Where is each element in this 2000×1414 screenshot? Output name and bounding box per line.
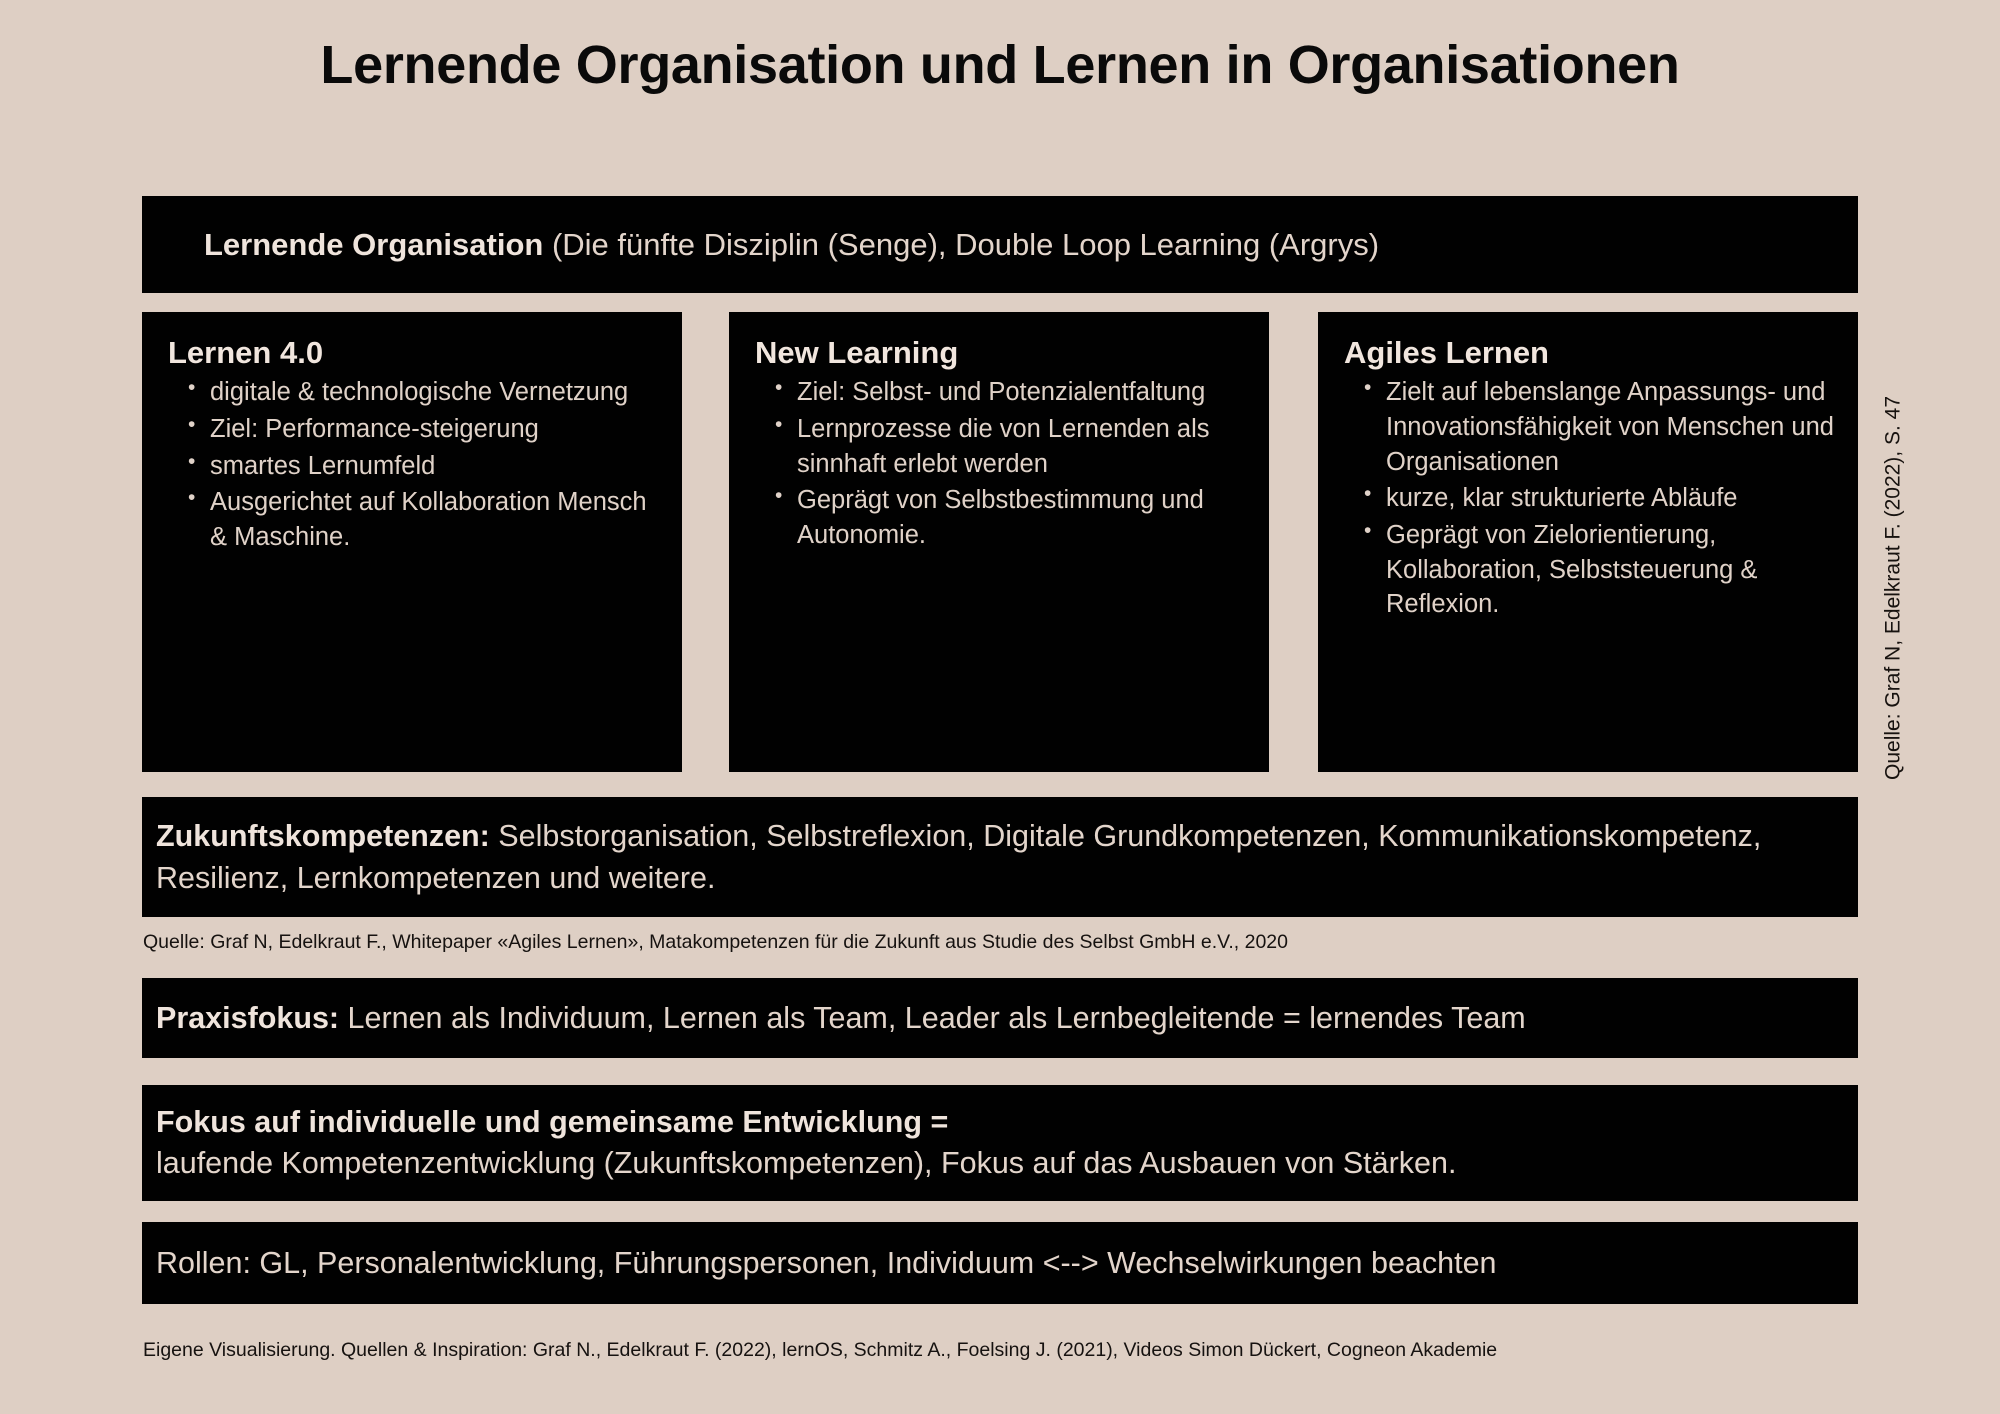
header-bar-lernende-organisation [142,196,1858,293]
praxisfokus-bar [142,978,1858,1058]
page-title: Lernende Organisation und Lernen in Organisationen [320,35,1680,95]
praxisfokus-text [156,998,1838,1039]
zukunftskompetenzen-source-note: Quelle: Graf N, Edelkraut F., Whitepaper «Agiles Lernen», Matakompetenzen für die Zukunft aus Studie des Selbst GmbH e.V., 2020 [143,931,1288,953]
column-bullet-list [1340,375,1840,622]
praxisfokus-rest: Lernen als Individuum, Lernen als Team, Leader als Lernbegleitende = lernendes Team [339,1000,1526,1035]
fokus-entwicklung-line-1 [156,1102,1838,1143]
vertical-source-note: Quelle: Graf N, Edelkraut F. (2022), S. 47 [1881,395,1905,780]
column-new-learning [729,312,1269,772]
list-item: • Geprägt von Zielorientierung, Kollaboration, Selbststeuerung & Reflexion. [1386,518,1840,622]
rollen-text: Rollen: GL, Personalentwicklung, Führungspersonen, Individuum <--> Wechselwirkungen beachten [156,1245,1497,1280]
column-title: Lernen 4.0 [168,335,324,370]
column-title: Agiles Lernen [1344,335,1549,370]
header-bar-rest: (Die fünfte Disziplin (Senge), Double Loop Learning (Argrys) [543,226,1380,262]
list-item: • kurze, klar strukturierte Abläufe [1386,481,1840,516]
column-bullet-list [164,375,664,554]
praxisfokus-lead: Praxisfokus: [156,1000,340,1035]
column-bullet-list [751,375,1251,552]
list-item: • Lernprozesse die von Lernenden als sinnhaft erlebt werden [797,412,1251,481]
list-item: • Ziel: Selbst- und Potenzialentfaltung [797,375,1251,410]
list-item: • smartes Lernumfeld [210,449,664,484]
column-title: New Learning [755,335,959,370]
list-item: • Ziel: Performance-steigerung [210,412,664,447]
zukunftskompetenzen-lead: Zukunftskompetenzen: [156,818,490,853]
footer-source-note: Eigene Visualisierung. Quellen & Inspiration: Graf N., Edelkraut F. (2022), lernOS, Schmitz A., Foelsing J. (2021), Videos Simon Dückert, Cogneon Akademie [143,1339,1498,1361]
fokus-entwicklung-bar [142,1085,1858,1201]
list-item: • Ausgerichtet auf Kollaboration Mensch & Maschine. [210,485,664,554]
list-item: • Zielt auf lebenslange Anpassungs- und Innovationsfähigkeit von Menschen und Organisationen [1386,375,1840,479]
column-lernen-40 [142,312,682,772]
list-item: • digitale & technologische Vernetzung [210,375,664,410]
zukunftskompetenzen-text [156,815,1818,899]
fokus-entwicklung-line-2: laufende Kompetenzentwicklung (Zukunftskompetenzen), Fokus auf das Ausbauen von Stärken. [156,1146,1457,1180]
header-bar-lead: Lernende Organisation [204,226,544,262]
rollen-bar [142,1222,1858,1304]
zukunftskompetenzen-bar [142,797,1858,917]
list-item: • Geprägt von Selbstbestimmung und Autonomie. [797,483,1251,552]
fokus-entwicklung-lead: Fokus auf individuelle und gemeinsame Entwicklung = [156,1104,949,1139]
header-bar-text [204,224,1858,266]
column-agiles-lernen [1318,312,1858,772]
zukunftskompetenzen-rest: Selbstorganisation, Selbstreflexion, Digitale Grundkompetenzen, Kommunikationskompetenz, Resilienz, Lernkompetenzen und weitere. [156,818,1762,895]
